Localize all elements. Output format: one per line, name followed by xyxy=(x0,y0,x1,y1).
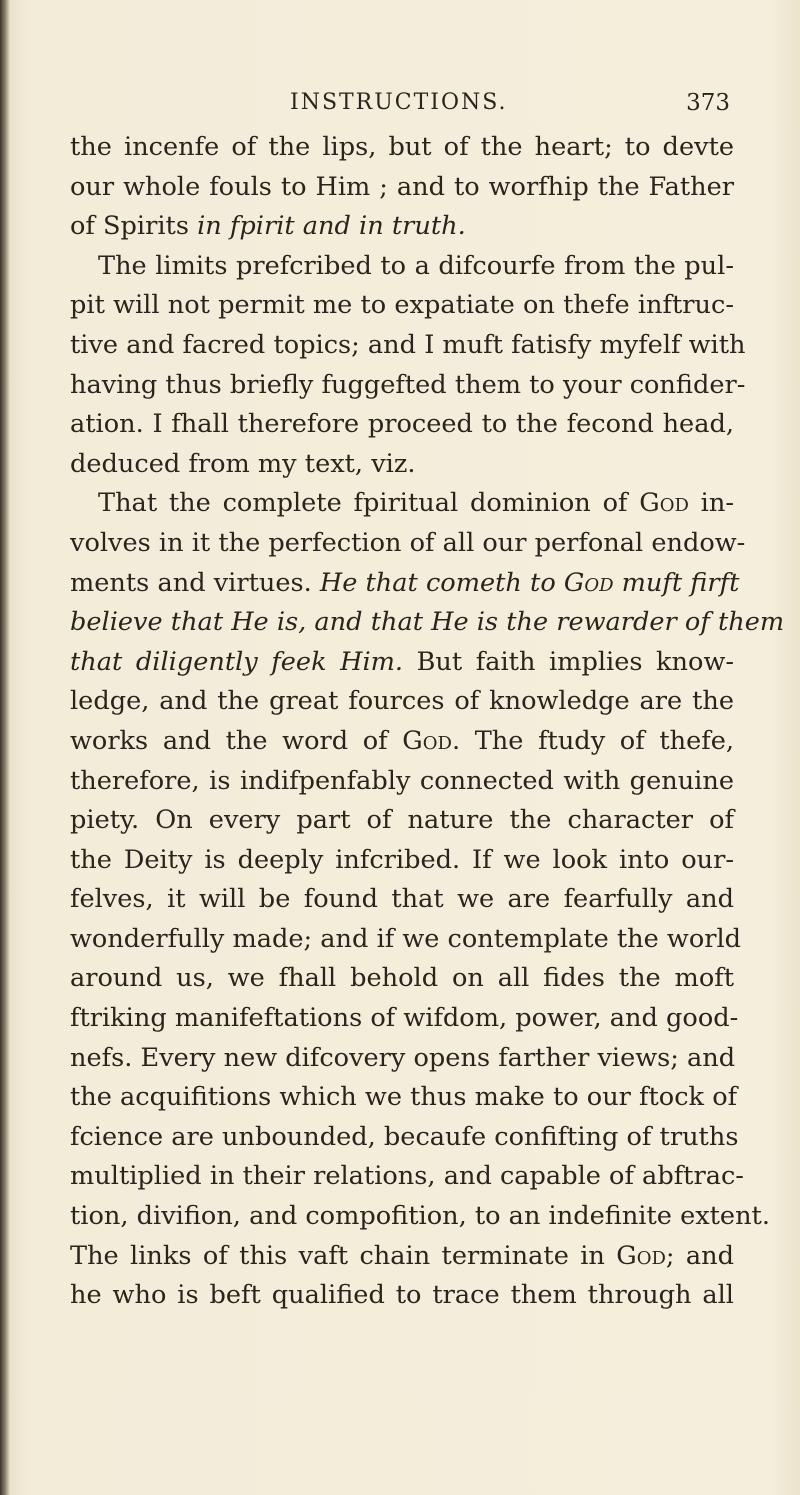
text-line xyxy=(70,1157,744,1197)
text-line xyxy=(70,999,739,1039)
italic-text: that diligently feek Him. xyxy=(70,646,404,677)
text-line xyxy=(70,1197,770,1237)
text-segment: felves, it will be found that we are fearfully and xyxy=(70,884,734,915)
text-segment: ments and virtues. xyxy=(70,567,320,598)
text-line xyxy=(70,682,734,722)
italic-text: muft firft xyxy=(613,567,740,598)
text-segment: te xyxy=(708,132,734,162)
text-line xyxy=(70,564,740,604)
text-segment: piety. On every part of nature the character of xyxy=(70,805,734,836)
text-segment: deduced from my text, viz. xyxy=(70,448,416,479)
binding-edge xyxy=(0,0,10,1495)
running-head: INSTRUCTIONS. xyxy=(290,90,508,115)
text-segment: wonderfully made; and if we contemplate the world xyxy=(70,923,742,954)
text-segment: fcience are unbounded, becaufe confifting of truths xyxy=(70,1121,739,1152)
text-line xyxy=(70,168,734,208)
italic-text: God xyxy=(563,567,614,598)
text-line xyxy=(70,1039,734,1079)
body-text xyxy=(70,128,785,1316)
text-line xyxy=(70,880,734,920)
text-segment: our whole fouls to Him ; and to worfhip the Father xyxy=(70,171,734,202)
text-line xyxy=(70,959,734,999)
text-segment: ; and xyxy=(665,1240,735,1271)
text-line xyxy=(70,128,734,168)
text-line xyxy=(70,722,734,762)
text-segment: works and the word of xyxy=(70,725,403,756)
text-line xyxy=(70,286,734,326)
text-segment: tion, divifion, and compofition, to an indefinite extent. xyxy=(70,1201,770,1232)
text-line xyxy=(70,1078,738,1118)
italic-text: in fpirit and in truth. xyxy=(197,211,466,242)
text-line xyxy=(70,1118,739,1158)
italic-text: He that cometh to xyxy=(319,567,564,598)
text-line xyxy=(70,484,734,524)
text-line xyxy=(70,445,734,485)
text-segment: therefore, is indifpenfably connected with genuine xyxy=(70,765,734,796)
text-segment: of Spirits xyxy=(70,211,198,242)
text-segment: The links of this vaft chain terminate in xyxy=(70,1240,617,1271)
text-line xyxy=(70,405,734,445)
text-segment: the incenfe of the lips, but of the heart; to dev xyxy=(70,132,709,162)
text-line xyxy=(70,762,734,802)
text-segment: in- xyxy=(688,488,734,519)
text-line xyxy=(70,524,746,564)
text-segment: the Deity is deeply infcribed. If we look into our- xyxy=(70,844,734,875)
text-segment: ledge, and the great fources of knowledge are the xyxy=(70,686,734,717)
text-line xyxy=(70,326,746,366)
text-segment: The limits prefcribed to a difcourfe from the pul- xyxy=(98,250,734,281)
text-segment: God xyxy=(616,1240,666,1271)
text-segment: God xyxy=(402,725,452,756)
text-segment: nefs. Every new difcovery opens farther views; and xyxy=(70,1042,736,1073)
text-segment: multiplied in their relations, and capable of abftrac- xyxy=(70,1161,744,1192)
text-segment: But faith implies know- xyxy=(403,646,734,677)
page-header xyxy=(70,90,730,126)
page-number: 373 xyxy=(686,90,730,116)
text-segment: volves in it the perfection of all our perfonal endow- xyxy=(70,527,746,558)
text-segment: having thus briefly fuggefted them to your confider- xyxy=(70,369,746,400)
text-segment: around us, we fhall behold on all fides the moft xyxy=(70,963,734,994)
text-line xyxy=(70,801,734,841)
text-segment: ftriking manifeftations of wifdom, power, and good- xyxy=(70,1003,739,1034)
text-segment: pit will not permit me to expatiate on thefe inftruc- xyxy=(70,290,734,321)
text-line xyxy=(70,841,734,881)
text-segment: . The ftudy of thefe, xyxy=(451,725,734,756)
text-segment: tive and facred topics; and I muft fatisfy myfelf with xyxy=(70,329,746,360)
text-segment: God xyxy=(639,488,689,519)
text-segment: the acquifitions which we thus make to our ftock of xyxy=(70,1082,738,1113)
text-line xyxy=(70,366,746,406)
text-segment: he who is beft qualified to trace them through all xyxy=(70,1280,734,1311)
text-line xyxy=(70,603,785,643)
text-segment: ation. I fhall therefore proceed to the fecond head, xyxy=(70,409,734,440)
italic-text: believe that He is, and that He is the rewarder of them xyxy=(70,607,785,638)
text-line xyxy=(70,643,734,683)
text-line xyxy=(70,920,742,960)
text-line xyxy=(70,247,734,287)
text-line xyxy=(70,207,734,247)
text-segment: That the complete fpiritual dominion of xyxy=(98,488,640,519)
text-line xyxy=(70,1237,734,1277)
text-line xyxy=(70,1276,734,1316)
